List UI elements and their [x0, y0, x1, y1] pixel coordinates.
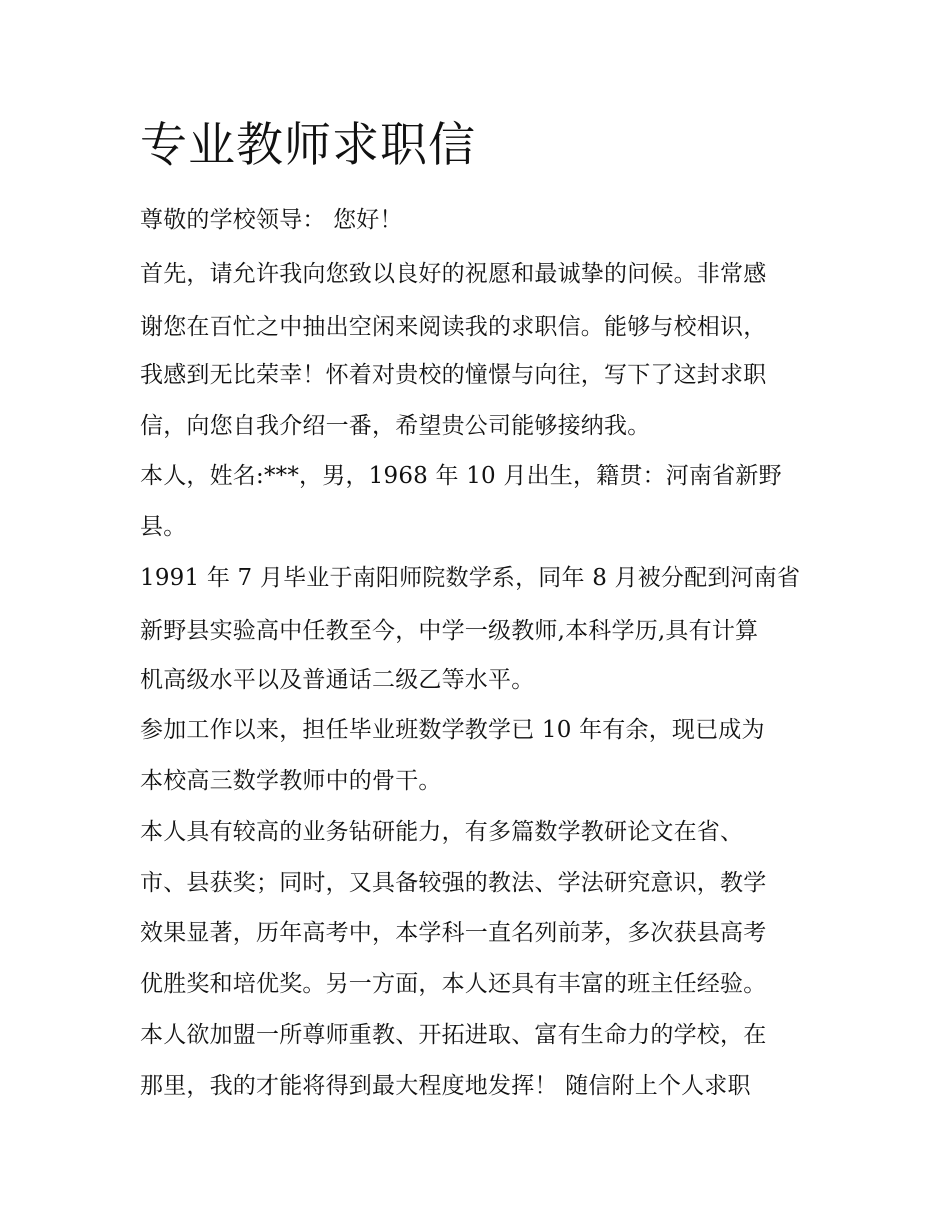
document-title: 专业教师求职信 [140, 118, 476, 173]
body-line: 1991 年 7 月毕业于南阳师院数学系，同年 8 月被分配到河南省 [140, 565, 801, 591]
body-line: 新野县实验高中任教至今，中学一级教师,本科学历,具有计算 [140, 618, 759, 644]
body-line: 县。 [140, 514, 187, 540]
body-line: 机高级水平以及普通话二级乙等水平。 [140, 667, 535, 693]
body-line: 首先，请允许我向您致以良好的祝愿和最诚挚的问候。非常感 [140, 261, 767, 287]
body-line: 本校高三数学教师中的骨干。 [140, 768, 442, 794]
body-line: 谢您在百忙之中抽出空闲来阅读我的求职信。能够与校相识， [140, 314, 767, 340]
body-line: 本人欲加盟一所尊师重教、开拓进取、富有生命力的学校，在 [140, 1022, 767, 1048]
body-line: 那里，我的才能将得到最大程度地发挥！ 随信附上个人求职 [140, 1073, 751, 1099]
body-line: 参加工作以来，担任毕业班数学教学已 10 年有余，现已成为 [140, 717, 765, 743]
body-line: 本人具有较高的业务钻研能力，有多篇数学教研论文在省、 [140, 819, 744, 845]
body-line: 我感到无比荣幸！怀着对贵校的憧憬与向往，写下了这封求职 [140, 362, 767, 388]
body-line: 优胜奖和培优奖。另一方面，本人还具有丰富的班主任经验。 [140, 971, 767, 997]
salutation-line: 尊敬的学校领导： 您好！ [140, 207, 403, 233]
body-line: 市、县获奖；同时，又具备较强的教法、学法研究意识，教学 [140, 870, 767, 896]
body-line: 效果显著，历年高考中，本学科一直名列前茅，多次获县高考 [140, 920, 767, 946]
body-line: 信，向您自我介绍一番，希望贵公司能够接纳我。 [140, 413, 651, 439]
body-line: 本人，姓名:***，男，1968 年 10 月出生，籍贯：河南省新野 [140, 463, 782, 489]
